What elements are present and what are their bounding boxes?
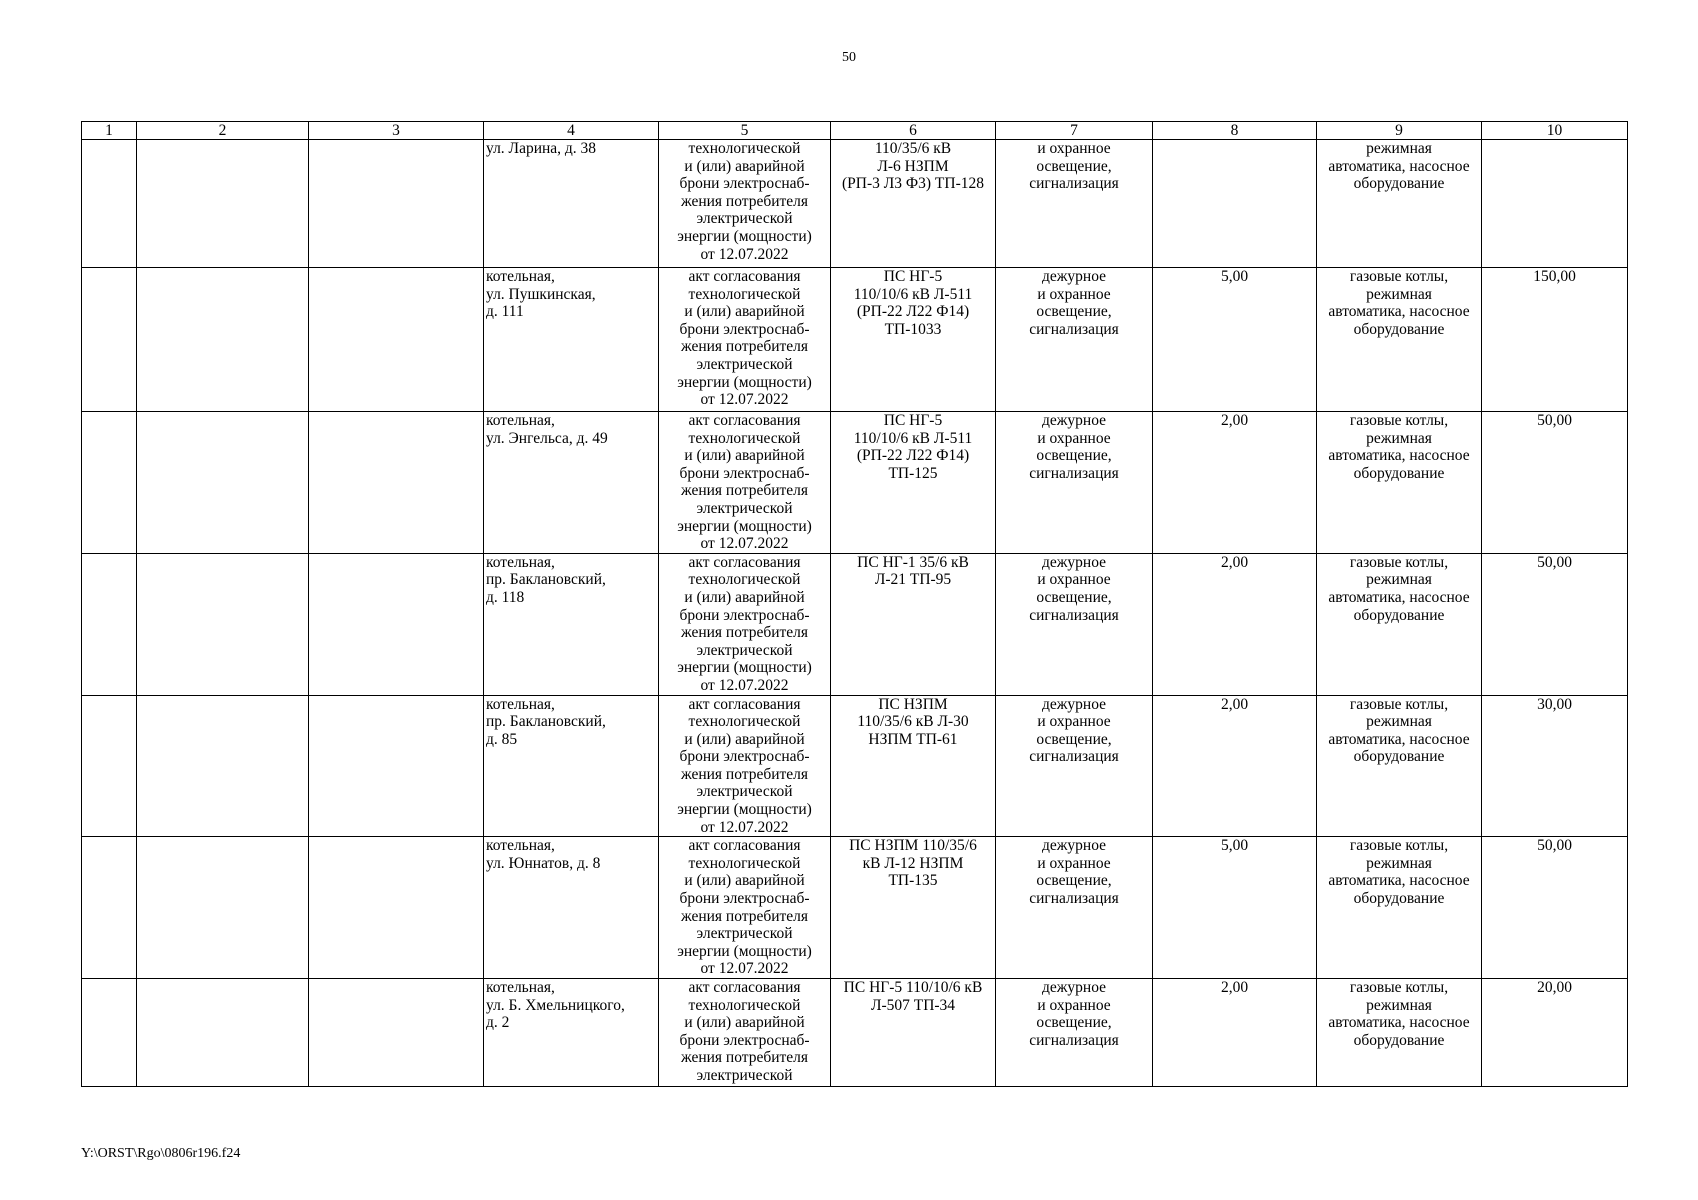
cell-line: брони электроснаб- [679, 890, 810, 908]
cell-line: технологической [688, 996, 801, 1014]
cell-line: сигнализация [1029, 890, 1119, 908]
table-cell-c9 [1317, 695, 1482, 837]
table-cell-c10 [1482, 140, 1628, 268]
cell-line: энергии (мощности) [677, 659, 812, 677]
cell-line: акт согласования [688, 268, 801, 285]
cell-line: 2,00 [1220, 412, 1249, 429]
cell-line: и охранное [1037, 140, 1111, 157]
table-cell-c3 [309, 695, 484, 837]
table-row [82, 979, 1628, 1087]
cell-line: ул. Ларина, д. 38 [486, 140, 597, 157]
cell-line: дежурное [1041, 695, 1107, 713]
cell-line: от 12.07.2022 [700, 676, 789, 694]
table-cell-c2 [137, 140, 309, 268]
cell-line: котельная, [486, 979, 555, 996]
cell-line: Л-507 ТП-34 [870, 996, 956, 1014]
table-cell-c8 [1153, 268, 1317, 412]
table-cell-c5 [659, 695, 831, 837]
data-table [81, 121, 1628, 1087]
cell-line: 150,00 [1533, 268, 1576, 285]
cell-line: освещение, [1036, 447, 1112, 465]
table-cell-c2 [137, 695, 309, 837]
cell-line: ПС НЗПМ [878, 695, 948, 713]
cell-line: Л-21 ТП-95 [874, 571, 952, 589]
table-cell-c8 [1153, 695, 1317, 837]
cell-line: технологической [688, 429, 801, 447]
table-cell-c10 [1482, 268, 1628, 412]
table-cell-c4 [484, 268, 659, 412]
table-cell-c2 [137, 268, 309, 412]
table-cell-c7 [996, 553, 1153, 695]
table-cell-c7 [996, 979, 1153, 1087]
cell-line: дежурное [1041, 412, 1107, 429]
table-cell-c8 [1153, 412, 1317, 554]
cell-line: Л-6 НЗПМ [877, 157, 949, 175]
cell-line: котельная, [486, 412, 555, 429]
cell-line: и (или) аварийной [684, 157, 805, 175]
cell-line: и охранное [1037, 713, 1111, 731]
cell-line: д. 2 [486, 1014, 510, 1032]
table-cell-c6 [831, 412, 996, 554]
cell-line: дежурное [1041, 837, 1107, 855]
table-cell-c4 [484, 837, 659, 979]
cell-line: жения потребителя [680, 338, 809, 356]
cell-line: брони электроснаб- [679, 175, 810, 193]
cell-line: режимная [1366, 854, 1432, 872]
table-cell-c8 [1153, 140, 1317, 268]
cell-line: энергии (мощности) [677, 227, 812, 245]
cell-line: 50,00 [1537, 837, 1572, 855]
cell-line: от 12.07.2022 [700, 391, 789, 409]
column-header: 6 [831, 122, 996, 140]
cell-line: газовые котлы, [1349, 412, 1449, 429]
cell-line: брони электроснаб- [679, 320, 810, 338]
column-header: 9 [1317, 122, 1482, 140]
cell-line: оборудование [1353, 175, 1445, 193]
cell-line: жения потребителя [680, 482, 809, 500]
column-header: 5 [659, 122, 831, 140]
cell-line: и (или) аварийной [684, 447, 805, 465]
cell-line: освещение, [1036, 303, 1112, 321]
cell-line: электрической [696, 641, 793, 659]
table-cell-c2 [137, 412, 309, 554]
table-cell-c3 [309, 412, 484, 554]
cell-line: электрической [696, 210, 793, 228]
table-cell-c1 [82, 695, 137, 837]
cell-line: и (или) аварийной [684, 1014, 805, 1032]
table-cell-c4 [484, 553, 659, 695]
cell-line: акт согласования [688, 553, 801, 571]
header-row [82, 122, 1628, 140]
cell-line: д. 111 [486, 303, 524, 321]
cell-line: оборудование [1353, 464, 1445, 482]
cell-line: автоматика, насосное [1328, 303, 1470, 321]
table-cell-c1 [82, 553, 137, 695]
cell-line: автоматика, насосное [1328, 872, 1470, 890]
cell-line: котельная, [486, 695, 555, 713]
cell-line: жения потребителя [680, 1049, 809, 1067]
cell-line: и охранное [1037, 285, 1111, 303]
cell-line: ТП-135 [888, 872, 938, 890]
cell-line: брони электроснаб- [679, 748, 810, 766]
cell-line: газовые котлы, [1349, 553, 1449, 571]
cell-line: 110/35/6 кВ [874, 140, 952, 157]
cell-line: кВ Л-12 НЗПМ [862, 854, 964, 872]
table-cell-c10 [1482, 695, 1628, 837]
table-cell-c10 [1482, 979, 1628, 1087]
cell-line: сигнализация [1029, 464, 1119, 482]
cell-line: 50,00 [1537, 553, 1572, 571]
cell-line: ПС НГ-1 35/6 кВ [857, 553, 969, 571]
cell-line: режимная [1366, 140, 1432, 157]
cell-line: технологической [688, 285, 801, 303]
cell-line: сигнализация [1029, 175, 1119, 193]
cell-line: акт согласования [688, 837, 801, 855]
footer-file-path: Y:\ORST\Rgo\0806r196.f24 [81, 1146, 241, 1161]
cell-line: технологической [688, 571, 801, 589]
cell-line: и (или) аварийной [684, 303, 805, 321]
cell-line: автоматика, насосное [1328, 588, 1470, 606]
table-row [82, 140, 1628, 268]
cell-line: брони электроснаб- [679, 606, 810, 624]
cell-line: режимная [1366, 285, 1432, 303]
table-cell-c4 [484, 140, 659, 268]
cell-line: (РП-3 Л3 Ф3) ТП-128 [841, 175, 984, 193]
table-row [82, 268, 1628, 412]
table-cell-c9 [1317, 553, 1482, 695]
table-cell-c1 [82, 268, 137, 412]
cell-line: газовые котлы, [1349, 979, 1449, 996]
column-header: 7 [996, 122, 1153, 140]
table-cell-c9 [1317, 837, 1482, 979]
cell-line: и охранное [1037, 854, 1111, 872]
table-cell-c3 [309, 140, 484, 268]
table-cell-c5 [659, 140, 831, 268]
cell-line: электрической [696, 499, 793, 517]
cell-line: электрической [696, 783, 793, 801]
table-cell-c6 [831, 553, 996, 695]
page-number: 50 [842, 50, 856, 65]
cell-line: и (или) аварийной [684, 872, 805, 890]
cell-line: дежурное [1041, 553, 1107, 571]
cell-line: технологической [688, 854, 801, 872]
table-cell-c10 [1482, 553, 1628, 695]
cell-line: д. 118 [486, 588, 525, 606]
cell-line: газовые котлы, [1349, 268, 1449, 285]
table-cell-c1 [82, 412, 137, 554]
cell-line: режимная [1366, 429, 1432, 447]
cell-line: освещение, [1036, 157, 1112, 175]
table-cell-c3 [309, 837, 484, 979]
table-cell-c2 [137, 837, 309, 979]
cell-line: технологической [688, 713, 801, 731]
cell-line: автоматика, насосное [1328, 730, 1470, 748]
cell-line: жения потребителя [680, 192, 809, 210]
table-cell-c10 [1482, 412, 1628, 554]
cell-line: ТП-125 [888, 464, 938, 482]
table-cell-c7 [996, 140, 1153, 268]
cell-line: энергии (мощности) [677, 517, 812, 535]
cell-line: жения потребителя [680, 907, 809, 925]
cell-line: режимная [1366, 571, 1432, 589]
table-cell-c1 [82, 979, 137, 1087]
cell-line: 2,00 [1220, 695, 1249, 713]
cell-line: 110/35/6 кВ Л-30 [857, 713, 969, 731]
cell-line: энергии (мощности) [677, 942, 812, 960]
table-cell-c4 [484, 979, 659, 1087]
cell-line: автоматика, насосное [1328, 157, 1470, 175]
cell-line: (РП-22 Л22 Ф14) [856, 303, 970, 321]
table-row [82, 695, 1628, 837]
table-cell-c2 [137, 553, 309, 695]
cell-line: и охранное [1037, 429, 1111, 447]
cell-line: режимная [1366, 996, 1432, 1014]
cell-line: д. 85 [486, 730, 518, 748]
cell-line: сигнализация [1029, 320, 1119, 338]
table-cell-c6 [831, 979, 996, 1087]
cell-line: режимная [1366, 713, 1432, 731]
table-cell-c3 [309, 268, 484, 412]
table-cell-c7 [996, 412, 1153, 554]
table-cell-c7 [996, 695, 1153, 837]
cell-line: и охранное [1037, 571, 1111, 589]
cell-line: брони электроснаб- [679, 464, 810, 482]
table-cell-c7 [996, 268, 1153, 412]
table-cell-c3 [309, 979, 484, 1087]
cell-line: 30,00 [1537, 695, 1572, 713]
cell-line: от 12.07.2022 [700, 818, 789, 836]
cell-line: сигнализация [1029, 1031, 1119, 1049]
table-cell-c5 [659, 553, 831, 695]
table-cell-c4 [484, 695, 659, 837]
table-cell-c8 [1153, 837, 1317, 979]
cell-line: ул. Б. Хмельницкого, [486, 996, 625, 1014]
cell-line: дежурное [1041, 979, 1107, 996]
cell-line: ПС НГ-5 110/10/6 кВ [843, 979, 983, 996]
table-cell-c6 [831, 140, 996, 268]
cell-line: освещение, [1036, 1014, 1112, 1032]
column-header: 8 [1153, 122, 1317, 140]
cell-line: от 12.07.2022 [700, 960, 789, 978]
cell-line: ТП-1033 [884, 320, 942, 338]
cell-line: 2,00 [1220, 553, 1249, 571]
column-header: 3 [309, 122, 484, 140]
table-cell-c7 [996, 837, 1153, 979]
table-row [82, 837, 1628, 979]
cell-line: ПС НЗПМ 110/35/6 [849, 837, 977, 855]
table-cell-c1 [82, 837, 137, 979]
cell-line: 5,00 [1220, 837, 1249, 855]
table-cell-c9 [1317, 412, 1482, 554]
column-header: 4 [484, 122, 659, 140]
cell-line: 50,00 [1537, 412, 1572, 429]
cell-line: автоматика, насосное [1328, 1014, 1470, 1032]
cell-line: и (или) аварийной [684, 588, 805, 606]
table-cell-c6 [831, 695, 996, 837]
cell-line: дежурное [1041, 268, 1107, 285]
table-cell-c5 [659, 837, 831, 979]
table-cell-c9 [1317, 268, 1482, 412]
cell-line: 20,00 [1537, 979, 1572, 996]
cell-line: жения потребителя [680, 624, 809, 642]
column-header: 1 [82, 122, 137, 140]
table-cell-c2 [137, 979, 309, 1087]
table-row [82, 553, 1628, 695]
cell-line: НЗПМ ТП-61 [868, 730, 958, 748]
cell-line: освещение, [1036, 872, 1112, 890]
table-cell-c1 [82, 140, 137, 268]
cell-line: оборудование [1353, 606, 1445, 624]
cell-line: оборудование [1353, 1031, 1445, 1049]
cell-line: энергии (мощности) [677, 801, 812, 819]
table-cell-c5 [659, 412, 831, 554]
table-row [82, 412, 1628, 554]
table-cell-c10 [1482, 837, 1628, 979]
table-cell-c9 [1317, 979, 1482, 1087]
cell-line: оборудование [1353, 320, 1445, 338]
cell-line: сигнализация [1029, 748, 1119, 766]
cell-line: 2,00 [1220, 979, 1249, 996]
cell-line: электрической [696, 355, 793, 373]
table-cell-c5 [659, 979, 831, 1087]
cell-line: ПС НГ-5 [883, 412, 943, 429]
cell-line: и (или) аварийной [684, 730, 805, 748]
cell-line: акт согласования [688, 695, 801, 713]
table-cell-c8 [1153, 553, 1317, 695]
cell-line: акт согласования [688, 412, 801, 429]
cell-line: освещение, [1036, 730, 1112, 748]
cell-line: котельная, [486, 837, 555, 855]
cell-line: ул. Пушкинская, [486, 285, 596, 303]
cell-line: технологической [688, 140, 801, 157]
cell-line: котельная, [486, 268, 555, 285]
cell-line: жения потребителя [680, 765, 809, 783]
cell-line: электрической [696, 925, 793, 943]
table-cell-c6 [831, 268, 996, 412]
cell-line: освещение, [1036, 588, 1112, 606]
cell-line: ул. Энгельса, д. 49 [486, 429, 608, 447]
table-cell-c3 [309, 553, 484, 695]
table-cell-c4 [484, 412, 659, 554]
column-header: 2 [137, 122, 309, 140]
cell-line: энергии (мощности) [677, 373, 812, 391]
cell-line: 5,00 [1220, 268, 1249, 285]
column-header: 10 [1482, 122, 1628, 140]
cell-line: (РП-22 Л22 Ф14) [856, 447, 970, 465]
cell-line: газовые котлы, [1349, 695, 1449, 713]
cell-line: газовые котлы, [1349, 837, 1449, 855]
cell-line: акт согласования [688, 979, 801, 996]
table-cell-c9 [1317, 140, 1482, 268]
cell-line: сигнализация [1029, 606, 1119, 624]
cell-line: автоматика, насосное [1328, 447, 1470, 465]
table-cell-c6 [831, 837, 996, 979]
cell-line: пр. Баклановский, [486, 571, 606, 589]
cell-line: пр. Баклановский, [486, 713, 606, 731]
cell-line: 110/10/6 кВ Л-511 [853, 285, 973, 303]
cell-line: 110/10/6 кВ Л-511 [853, 429, 973, 447]
cell-line: оборудование [1353, 748, 1445, 766]
cell-line: котельная, [486, 553, 555, 571]
cell-line: электрической [696, 1066, 793, 1084]
cell-line: от 12.07.2022 [700, 245, 789, 263]
cell-line: ПС НГ-5 [883, 268, 943, 285]
cell-line: и охранное [1037, 996, 1111, 1014]
cell-line: от 12.07.2022 [700, 535, 789, 553]
table-cell-c5 [659, 268, 831, 412]
cell-line: ул. Юннатов, д. 8 [486, 854, 601, 872]
cell-line: оборудование [1353, 890, 1445, 908]
cell-line: брони электроснаб- [679, 1031, 810, 1049]
table-cell-c8 [1153, 979, 1317, 1087]
